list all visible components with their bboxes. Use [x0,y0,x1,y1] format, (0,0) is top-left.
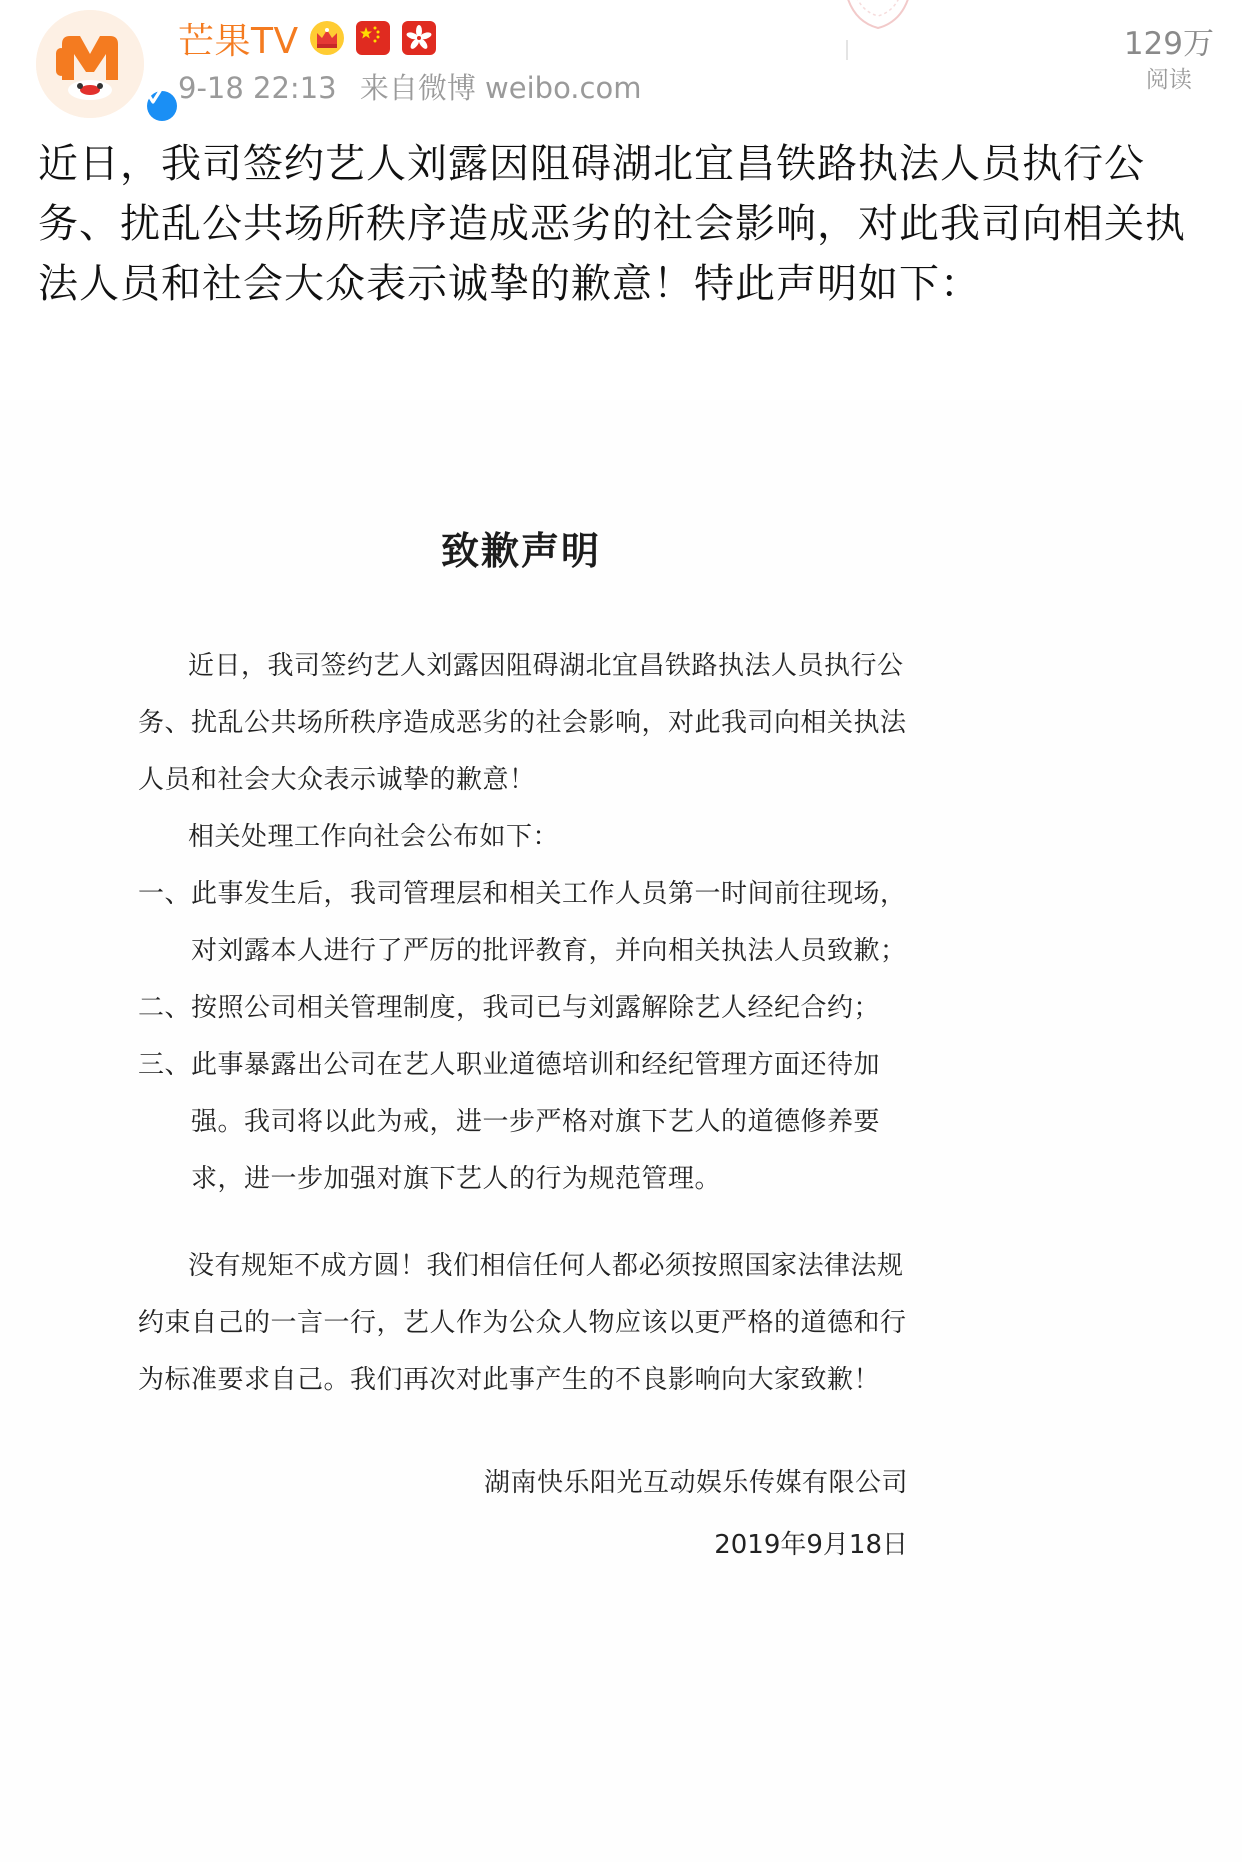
reads-divider [846,40,848,60]
statement-item-2: 二、按照公司相关管理制度，我司已与刘露解除艺人经纪合约； [138,993,881,1023]
post-meta [178,66,641,107]
read-count-value: 129万 [1123,26,1214,62]
crown-icon[interactable] [309,20,345,56]
username[interactable]: 芒果TV [178,20,299,62]
post-text: 近日，我司签约艺人刘露因阻碍湖北宜昌铁路执法人员执行公务、扰乱公共场所秩序造成恶劣的社会影响，对此我司向相关执法人员和社会大众表示诚挚的歉意！特此声明如下： [38,141,1186,307]
statement-paragraph-3: 没有规矩不成方圆！我们相信任何人都必须按照国家法律法规约束自己的一言一行，艺人作为公众人物应该以更严格的道德和行为标准要求自己。我们再次对此事产生的不良影响向大家致歉！ [138,1251,907,1395]
statement-title: 致歉声明 [440,529,601,573]
stamp-watermark-icon [838,0,918,36]
statement-item-3: 三、此事暴露出公司在艺人职业道德培训和经纪管理方面还待加强。我司将以此为戒，进一步严格对旗下艺人的道德修养要求，进一步加强对旗下艺人的行为规范管理。 [138,1050,881,1194]
read-count-label: 阅读 [1145,67,1192,93]
statement-paragraph-2: 相关处理工作向社会公布如下： [188,822,560,852]
post-timestamp[interactable]: 9-18 22:13 [178,71,337,105]
china-flag-icon[interactable] [355,20,391,56]
statement-image[interactable] [0,400,1242,1862]
statement-body [138,638,928,1409]
post-header [0,0,1242,120]
read-count [1124,18,1214,94]
hongkong-flag-icon[interactable] [401,20,437,56]
statement-paragraph-1: 近日，我司签约艺人刘露因阻碍湖北宜昌铁路执法人员执行公务、扰乱公共场所秩序造成恶劣的社会影响，对此我司向相关执法人员和社会大众表示诚挚的歉意！ [138,651,907,795]
mango-tv-logo-icon [36,10,144,118]
user-row [178,14,437,62]
verified-v-icon [144,88,180,124]
statement-company: 湖南快乐阳光互动娱乐传媒有限公司 [483,1468,908,1498]
post-source: 来自微博 weibo.com [359,71,642,105]
avatar[interactable] [36,10,144,118]
statement-item-1: 一、此事发生后，我司管理层和相关工作人员第一时间前往现场，对刘露本人进行了严厉的批评教育，并向相关执法人员致歉； [138,879,907,966]
statement-date: 2019年9月18日 [714,1530,908,1560]
